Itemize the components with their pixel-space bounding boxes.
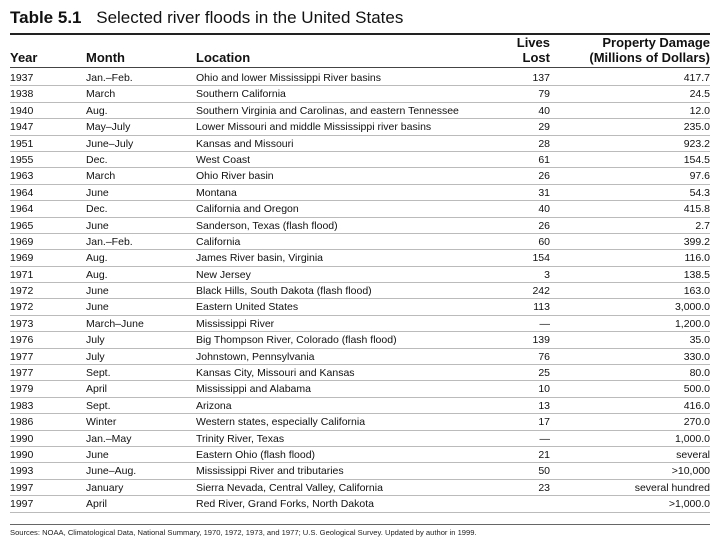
cell-lives-lost: 139 — [532, 334, 550, 347]
table-row — [10, 316, 710, 332]
cell-year: 1937 — [10, 72, 34, 84]
cell-month: June — [86, 285, 109, 298]
cell-location: Lower Missouri and middle Mississippi river basins — [196, 121, 432, 134]
cell-year: 1972 — [10, 285, 34, 298]
cell-year: 1976 — [10, 334, 34, 347]
cell-property-damage: 416.0 — [683, 399, 710, 412]
table-row — [10, 103, 710, 119]
cell-month: January — [86, 481, 124, 494]
cell-month: July — [86, 334, 105, 347]
cell-lives-lost: 137 — [532, 72, 550, 84]
cell-location: Big Thompson River, Colorado (flash flood) — [196, 334, 397, 347]
cell-month: June — [86, 301, 109, 314]
cell-property-damage: >10,000 — [671, 465, 710, 478]
cell-lives-lost: 242 — [532, 285, 550, 298]
cell-month: Jan.–Feb. — [86, 72, 133, 84]
cell-property-damage: 330.0 — [683, 350, 710, 363]
table-row — [10, 431, 710, 447]
cell-property-damage: 80.0 — [689, 367, 710, 380]
cell-year: 1979 — [10, 383, 34, 396]
table-row — [10, 365, 710, 381]
cell-lives-lost: 61 — [538, 153, 550, 166]
cell-lives-lost: — — [539, 317, 550, 330]
cell-property-damage: 923.2 — [683, 137, 710, 150]
cell-month: Sept. — [86, 399, 111, 412]
cell-location: Eastern United States — [196, 301, 299, 314]
table-number: Table 5.1 — [10, 8, 82, 27]
cell-lives-lost: 26 — [538, 170, 550, 183]
cell-year: 1969 — [10, 235, 34, 248]
cell-property-damage: 163.0 — [683, 285, 710, 298]
cell-property-damage: 35.0 — [689, 334, 710, 347]
cell-year: 1993 — [10, 465, 34, 478]
cell-lives-lost: 50 — [538, 465, 550, 478]
cell-lives-lost: 40 — [538, 203, 550, 216]
header-damage-line1: Property Damage — [602, 35, 710, 50]
table-row — [10, 398, 710, 414]
cell-year: 1986 — [10, 416, 34, 429]
table-caption: Selected river floods in the United States — [96, 8, 404, 27]
table-row — [10, 70, 710, 86]
cell-lives-lost: 26 — [538, 219, 550, 232]
cell-location: Arizona — [196, 399, 232, 412]
cell-year: 1997 — [10, 498, 34, 511]
cell-location: Black Hills, South Dakota (flash flood) — [196, 285, 372, 298]
cell-month: Winter — [86, 416, 117, 429]
cell-lives-lost: 154 — [532, 252, 550, 265]
table-row — [10, 218, 710, 234]
table-row — [10, 152, 710, 168]
cell-month: Dec. — [86, 153, 108, 166]
cell-month: May–July — [86, 121, 131, 134]
cell-year: 1990 — [10, 432, 34, 445]
table-row — [10, 299, 710, 315]
cell-month: June — [86, 448, 109, 461]
cell-location: Western states, especially California — [196, 416, 366, 429]
cell-lives-lost: 21 — [538, 448, 550, 461]
cell-property-damage: 97.6 — [689, 170, 710, 183]
cell-month: Jan.–May — [86, 432, 132, 445]
cell-property-damage: 415.8 — [683, 203, 710, 216]
cell-location: Trinity River, Texas — [196, 432, 285, 445]
cell-property-damage: 3,000.0 — [674, 301, 710, 314]
cell-lives-lost: 29 — [538, 121, 550, 134]
cell-lives-lost: 10 — [538, 383, 550, 396]
cell-location: Southern Virginia and Carolinas, and eastern Tennessee — [196, 104, 459, 117]
cell-year: 1947 — [10, 121, 34, 134]
header-lives-line1: Lives — [516, 35, 550, 50]
cell-lives-lost: 13 — [538, 399, 550, 412]
cell-location: Southern California — [196, 88, 286, 101]
cell-property-damage: 399.2 — [683, 235, 710, 248]
table-row — [10, 447, 710, 463]
table-row — [10, 86, 710, 102]
table-row — [10, 349, 710, 365]
table-row — [10, 201, 710, 217]
cell-year: 1964 — [10, 186, 34, 199]
header-lives-line2: Lost — [522, 50, 550, 65]
table-row — [10, 381, 710, 397]
cell-year: 1990 — [10, 448, 34, 461]
cell-month: Aug. — [86, 104, 108, 117]
cell-year: 1972 — [10, 301, 34, 314]
cell-month: July — [86, 350, 105, 363]
cell-location: Ohio and lower Mississippi River basins — [196, 72, 381, 84]
cell-property-damage: 138.5 — [683, 268, 710, 281]
cell-year: 1983 — [10, 399, 34, 412]
cell-lives-lost: 25 — [538, 367, 550, 380]
table-title — [10, 8, 403, 28]
cell-month: June–July — [86, 137, 134, 150]
sources-footnote: Sources: NOAA, Climatological Data, National Summary, 1970, 1972, 1973, and 1977; U.S. Geological Survey. Updated by author in 1999. — [10, 528, 477, 537]
header-month: Month — [86, 50, 125, 65]
header-location: Location — [196, 50, 251, 65]
cell-month: June–Aug. — [86, 465, 137, 478]
cell-month: Dec. — [86, 203, 108, 216]
cell-month: Jan.–Feb. — [86, 235, 133, 248]
cell-property-damage: 24.5 — [689, 88, 710, 101]
cell-property-damage: several — [676, 448, 710, 461]
cell-year: 1955 — [10, 153, 34, 166]
cell-lives-lost: 40 — [538, 104, 550, 117]
cell-property-damage: 116.0 — [684, 252, 710, 265]
cell-year: 1997 — [10, 481, 34, 494]
cell-lives-lost: 23 — [538, 481, 550, 494]
cell-location: West Coast — [196, 153, 251, 166]
table-row — [10, 185, 710, 201]
cell-lives-lost: 17 — [538, 416, 550, 429]
cell-location: Kansas City, Missouri and Kansas — [196, 367, 355, 380]
cell-month: June — [86, 186, 109, 199]
cell-year: 1964 — [10, 203, 34, 216]
cell-property-damage: 12.0 — [689, 104, 710, 117]
cell-lives-lost: 79 — [538, 88, 550, 101]
cell-property-damage: several hundred — [634, 481, 710, 494]
cell-month: April — [86, 383, 108, 396]
table-row — [10, 168, 710, 184]
cell-location: James River basin, Virginia — [196, 252, 324, 265]
footer-divider — [10, 524, 710, 525]
cell-location: Mississippi and Alabama — [196, 383, 311, 396]
table-row — [10, 414, 710, 430]
table-row — [10, 463, 710, 479]
cell-property-damage: 500.0 — [683, 383, 710, 396]
cell-year: 1940 — [10, 104, 34, 117]
cell-location: Eastern Ohio (flash flood) — [196, 448, 316, 461]
cell-month: April — [86, 498, 108, 511]
cell-property-damage: 417.7 — [683, 72, 710, 84]
cell-property-damage: >1,000.0 — [668, 498, 710, 511]
cell-lives-lost: 3 — [544, 268, 550, 281]
table-row — [10, 136, 710, 152]
cell-property-damage: 1,000.0 — [674, 432, 710, 445]
cell-location: Montana — [196, 186, 237, 199]
cell-lives-lost: 76 — [538, 350, 550, 363]
cell-location: Sanderson, Texas (flash flood) — [196, 219, 338, 232]
cell-month: Aug. — [86, 268, 108, 281]
cell-month: March–June — [86, 317, 144, 330]
cell-lives-lost: 60 — [538, 235, 550, 248]
cell-lives-lost: 31 — [538, 186, 550, 199]
table-row — [10, 250, 710, 266]
cell-lives-lost: 28 — [538, 137, 550, 150]
cell-year: 1965 — [10, 219, 34, 232]
table-row — [10, 119, 710, 135]
cell-property-damage: 54.3 — [689, 186, 710, 199]
cell-month: March — [86, 170, 116, 183]
table-row — [10, 496, 710, 512]
table-body — [10, 70, 710, 513]
cell-year: 1973 — [10, 317, 34, 330]
cell-lives-lost: 113 — [533, 301, 550, 314]
cell-month: Aug. — [86, 252, 108, 265]
table-row — [10, 267, 710, 283]
cell-month: March — [86, 88, 116, 101]
cell-location: Ohio River basin — [196, 170, 274, 183]
table-row — [10, 234, 710, 250]
cell-location: Red River, Grand Forks, North Dakota — [196, 498, 374, 511]
table-row — [10, 332, 710, 348]
cell-property-damage: 1,200.0 — [674, 317, 710, 330]
cell-location: Mississippi River and tributaries — [196, 465, 344, 478]
cell-month: June — [86, 219, 109, 232]
cell-property-damage: 154.5 — [683, 153, 710, 166]
cell-year: 1969 — [10, 252, 34, 265]
cell-year: 1977 — [10, 367, 34, 380]
cell-year: 1971 — [10, 268, 34, 281]
cell-year: 1951 — [10, 137, 34, 150]
header-lives-lost — [510, 35, 550, 65]
table-row — [10, 283, 710, 299]
cell-year: 1938 — [10, 88, 34, 101]
table-row — [10, 480, 710, 496]
header-divider — [10, 67, 710, 68]
cell-location: Kansas and Missouri — [196, 137, 294, 150]
cell-month: Sept. — [86, 367, 111, 380]
header-year: Year — [10, 50, 38, 65]
cell-year: 1977 — [10, 350, 34, 363]
cell-property-damage: 2.7 — [695, 219, 710, 232]
cell-property-damage: 235.0 — [683, 121, 710, 134]
header-property-damage — [560, 35, 710, 65]
cell-property-damage: 270.0 — [683, 416, 710, 429]
cell-location: California and Oregon — [196, 203, 299, 216]
cell-location: Sierra Nevada, Central Valley, California — [196, 481, 383, 494]
cell-location: California — [196, 235, 241, 248]
cell-location: New Jersey — [196, 268, 251, 281]
cell-lives-lost: — — [539, 432, 550, 445]
cell-location: Mississippi River — [196, 317, 275, 330]
header-damage-line2: (Millions of Dollars) — [589, 50, 710, 65]
cell-year: 1963 — [10, 170, 34, 183]
cell-location: Johnstown, Pennsylvania — [196, 350, 315, 363]
